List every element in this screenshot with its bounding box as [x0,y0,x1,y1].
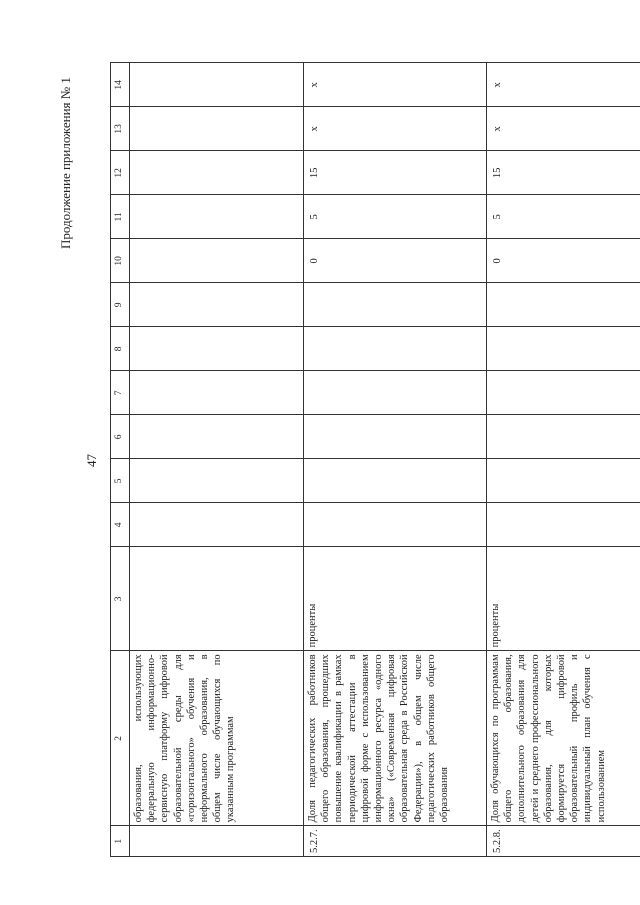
value-cell: x [487,107,640,151]
value-cell [304,327,487,371]
table-row [304,63,487,857]
value-cell [304,459,487,503]
value-cell [130,371,304,415]
column-header: 8 [111,327,130,371]
indicator-description: образования, использующих федеральную информационно-сервисную платформу цифровой образовательной среды для «горизонтального» обучения и неформального образования, в общем числе обучающихся по указанным программам [130,651,304,826]
value-cell: 5 [487,195,640,239]
value-cell: x [304,63,487,107]
unit-cell [130,547,304,651]
indicator-description: Доля педагогических работников общего образования, прошедших повышение квалификации в рамках периодической аттестации в цифровой форме с использованием информационного ресурса «одного окна» («Современная цифровая образовательная среда в Российской Федерации»), в общем числе педагогических работников общего образования [304,651,487,826]
indicator-description: Доля обучающихся по программам общего образования, дополнительного образования для детей и среднего профессионального образования, для которых формируется цифровой образовательный профиль и индивидуальный план обучения с использованием [487,651,640,826]
value-cell [130,195,304,239]
value-cell [130,239,304,283]
value-cell: x [304,107,487,151]
row-number [130,826,304,857]
value-cell [130,415,304,459]
column-header: 10 [111,239,130,283]
value-cell: 15 [304,151,487,195]
value-cell [487,415,640,459]
value-cell [487,503,640,547]
unit-cell: проценты [304,547,487,651]
column-header: 13 [111,107,130,151]
table-header-row [111,63,130,857]
column-header: 9 [111,283,130,327]
value-cell [130,63,304,107]
value-cell [130,107,304,151]
value-cell [130,151,304,195]
value-cell [487,327,640,371]
column-header: 4 [111,503,130,547]
column-header: 11 [111,195,130,239]
column-header: 7 [111,371,130,415]
column-header: 3 [111,547,130,651]
value-cell [130,459,304,503]
value-cell [487,371,640,415]
page-number: 47 [84,454,99,467]
column-header: 2 [111,651,130,826]
value-cell [304,503,487,547]
value-cell [130,327,304,371]
value-cell [304,283,487,327]
row-number: 5.2.8. [487,826,640,857]
column-header: 12 [111,151,130,195]
value-cell: 5 [304,195,487,239]
row-number: 5.2.7. [304,826,487,857]
table-row [130,63,304,857]
value-cell [304,371,487,415]
value-cell [487,459,640,503]
column-header: 14 [111,63,130,107]
unit-cell: проценты [487,547,640,651]
column-header: 1 [111,826,130,857]
value-cell: 0 [487,239,640,283]
continuation-header: Продолжение приложения № 1 [58,77,73,249]
value-cell [487,283,640,327]
column-header: 5 [111,459,130,503]
value-cell: x [487,63,640,107]
value-cell [304,415,487,459]
column-header: 6 [111,415,130,459]
value-cell: 0 [304,239,487,283]
value-cell [130,503,304,547]
value-cell [130,283,304,327]
value-cell: 15 [487,151,640,195]
table-row [487,63,640,857]
indicator-table [110,62,640,857]
